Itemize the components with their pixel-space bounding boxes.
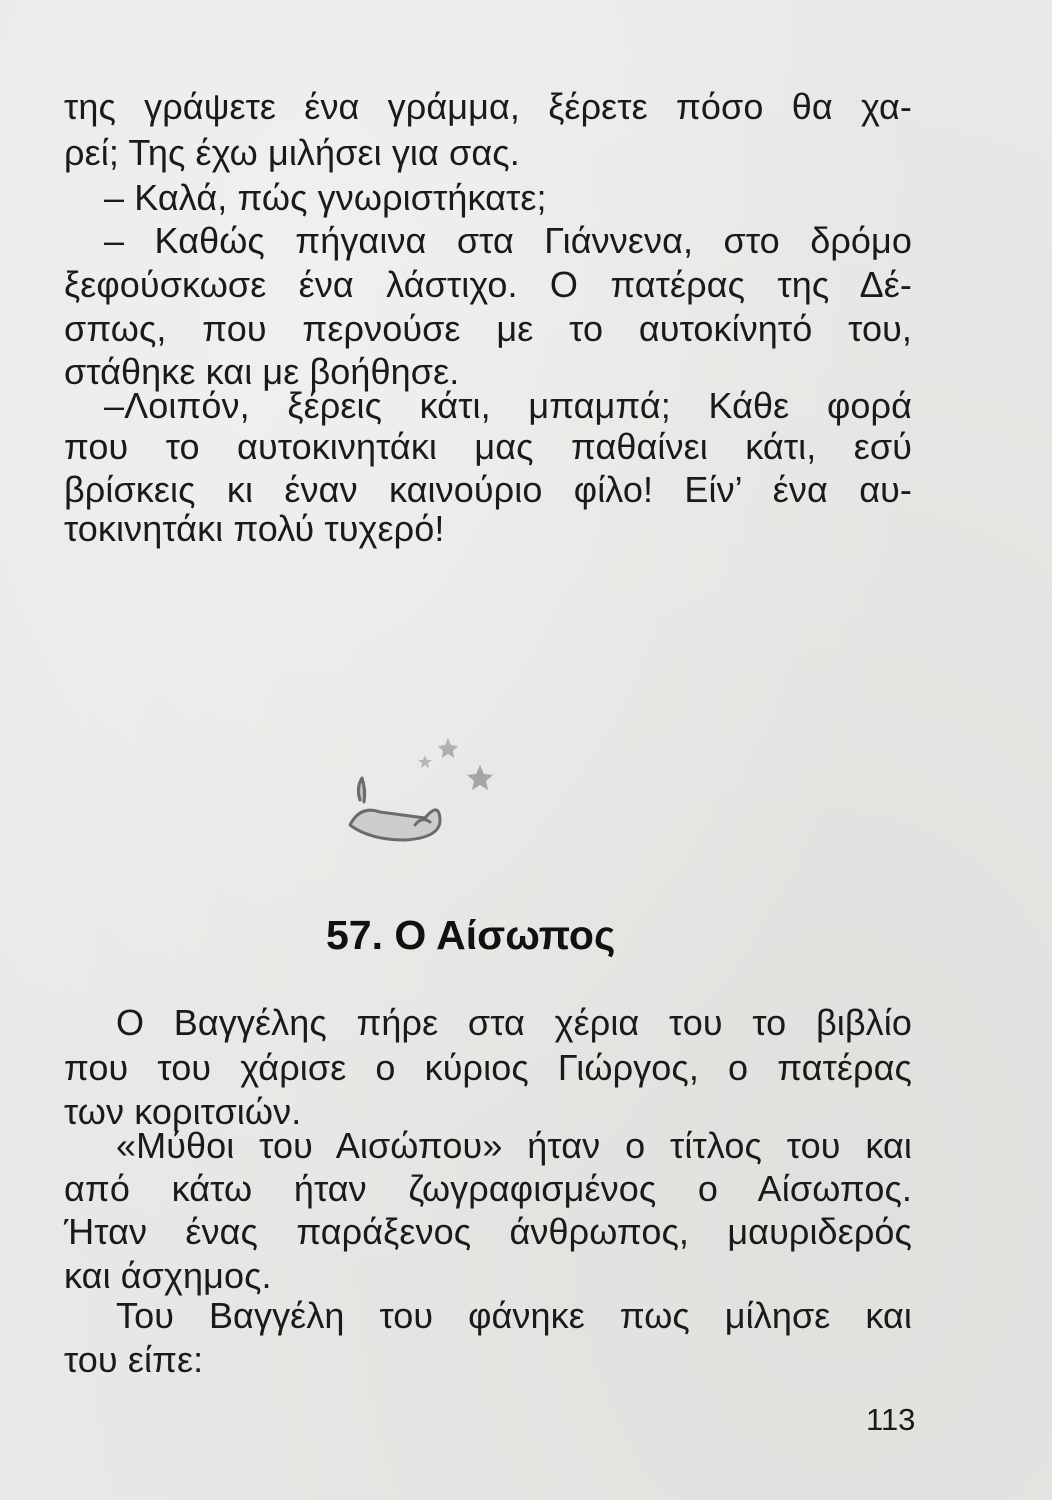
chapter-heading: 57. Ο Αίσωπος xyxy=(326,912,616,958)
text-line-5: ξεφούσκωσε ένα λάστιχο. Ο πατέρας της Δέ- xyxy=(64,264,912,305)
text-line-13: που του χάρισε ο κύριος Γιώργος, ο πατέρας xyxy=(64,1047,912,1088)
text-line-15: «Μύθοι του Αισώπου» ήταν ο τίτλος του και xyxy=(116,1125,912,1166)
text-line-18: και άσχημος. xyxy=(64,1255,272,1296)
text-line-8: –Λοιπόν, ξέρεις κάτι, μπαμπά; Κάθε φορά xyxy=(104,385,912,426)
text-line-7: στάθηκε και με βοήθησε. xyxy=(64,351,460,392)
page-number: 113 xyxy=(866,1402,916,1437)
text-line-1: της γράψετε ένα γράμμα, ξέρετε πόσο θα χα- xyxy=(64,86,912,127)
oil-lamp-icon xyxy=(330,730,510,860)
text-line-9: που το αυτοκινητάκι μας παθαίνει κάτι, εσύ xyxy=(64,426,912,467)
text-line-19: Του Βαγγέλη του φάνηκε πως μίλησε και xyxy=(116,1295,912,1336)
text-line-6: σπως, που περνούσε με το αυτοκίνητό του, xyxy=(64,308,912,349)
text-line-20: του είπε: xyxy=(64,1339,204,1380)
text-line-10: βρίσκεις κι έναν καινούριο φίλο! Είν’ ένα αυ- xyxy=(64,469,912,510)
text-line-11: τοκινητάκι πολύ τυχερό! xyxy=(64,508,445,549)
text-line-2: ρεί; Της έχω μιλήσει για σας. xyxy=(64,132,520,173)
text-line-14: των κοριτσιών. xyxy=(64,1091,302,1132)
text-line-17: Ήταν ένας παράξενος άνθρωπος, μαυριδερός xyxy=(64,1211,912,1252)
text-line-12: Ο Βαγγέλης πήρε στα χέρια του το βιβλίο xyxy=(116,1002,912,1043)
text-line-3: – Καλά, πώς γνωριστήκατε; xyxy=(104,177,547,218)
text-line-4: – Καθώς πήγαινα στα Γιάννενα, στο δρόμο xyxy=(104,220,912,261)
text-line-16: από κάτω ήταν ζωγραφισμένος ο Αίσωπος. xyxy=(64,1168,912,1209)
